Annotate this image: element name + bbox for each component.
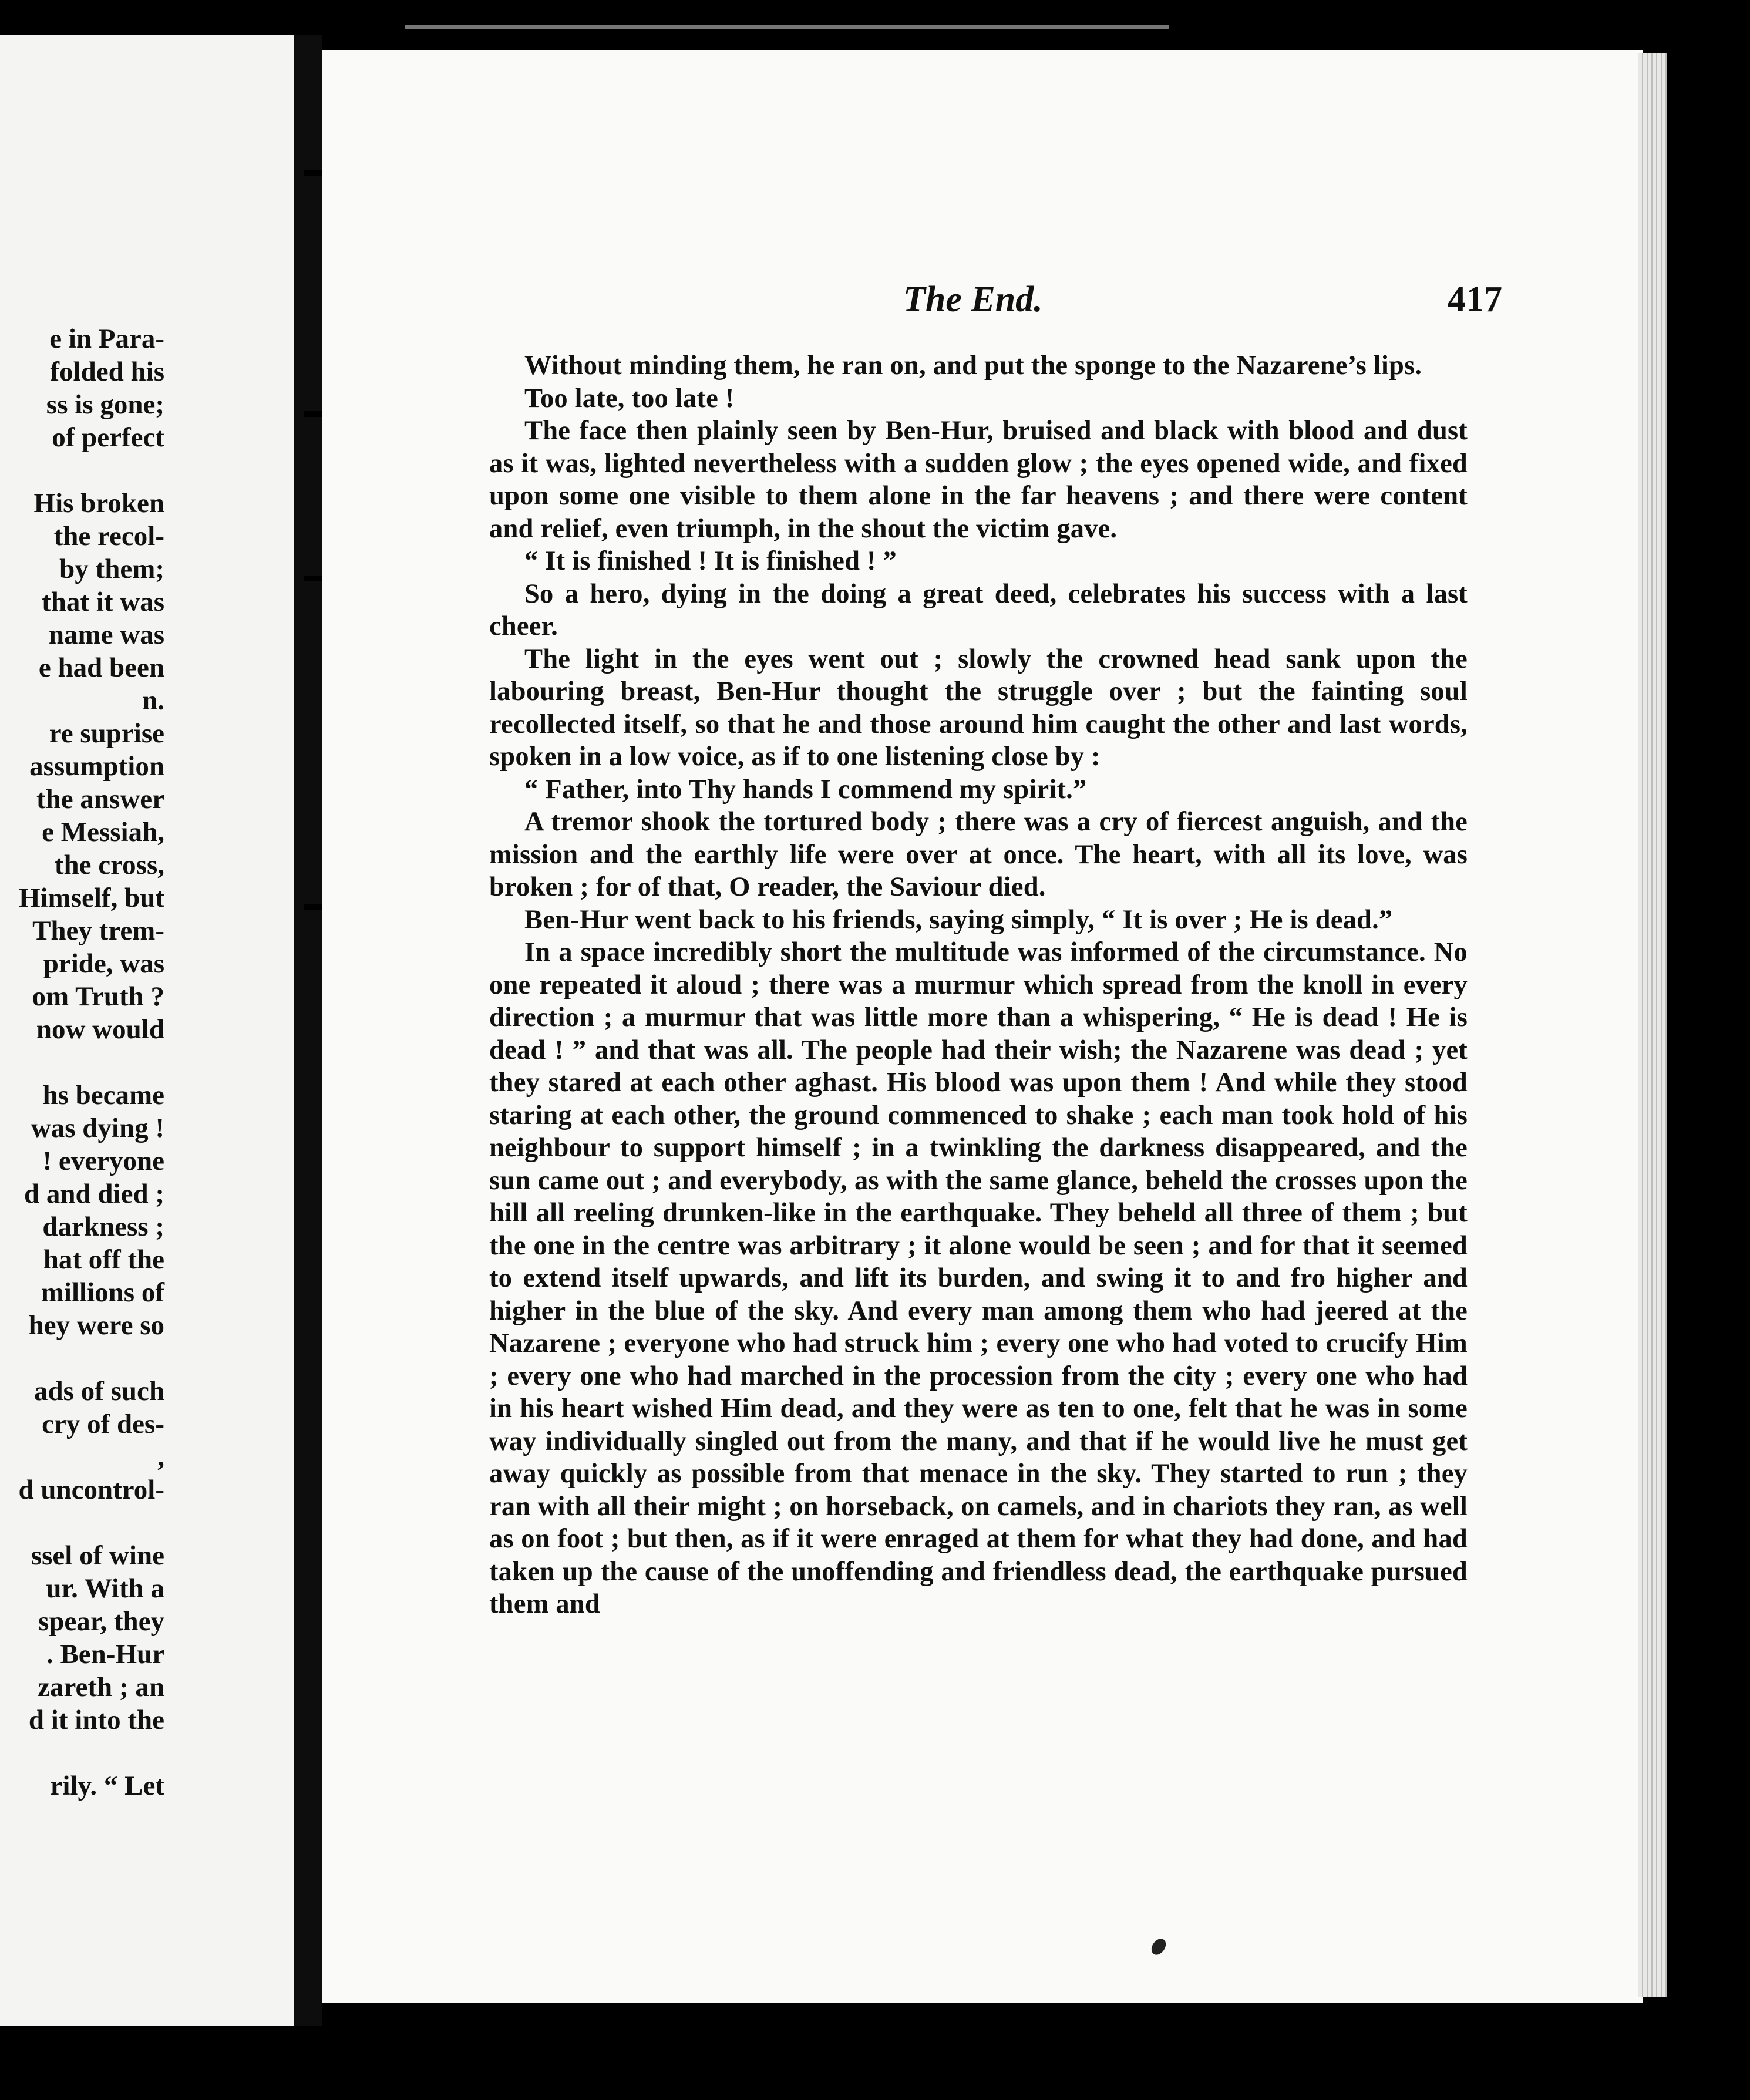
left-page-line: om Truth ? (32, 981, 164, 1012)
left-page-line: ss is gone; (46, 389, 164, 420)
paragraph: Too late, too late ! (524, 383, 735, 413)
left-page-line: They trem- (32, 916, 164, 946)
top-rule (405, 25, 1169, 29)
left-page-line: the recol- (53, 521, 164, 551)
left-page-line: now would (36, 1014, 164, 1045)
binding-mark (304, 411, 322, 417)
left-page-line: . Ben-Hur (46, 1639, 164, 1670)
left-page-line: ur. With a (46, 1573, 164, 1604)
paragraph: “ Father, into Thy hands I commend my spirit.” (524, 774, 1087, 805)
paragraph: A tremor shook the tortured body ; there was a cry of fiercest anguish, and the mission and the earthly life were over at once. The heart, with all its love, was broken ; for of that, O reader, the Saviour died. (489, 807, 1468, 902)
left-page-line: His broken (33, 488, 164, 519)
left-page-line: hey were so (28, 1310, 164, 1341)
left-page-line: Himself, but (18, 883, 164, 913)
book-gutter (294, 35, 322, 2026)
left-page-line: rily. “ Let (50, 1771, 164, 1801)
left-page-line: spear, they (38, 1606, 164, 1637)
paragraph: The face then plainly seen by Ben-Hur, bruised and black with blood and dust as it was, lighted nevertheless with a sudden glow ; the eyes opened wide, and fixed upon some one visible to them alone in the far heavens ; and there were content and relief, even triumph, in the shout the victim gave. (489, 416, 1468, 544)
binding-mark (304, 904, 322, 910)
left-page-line: d and died ; (23, 1179, 164, 1209)
left-page-line: d it into the (28, 1705, 164, 1735)
left-page-line: of perfect (52, 422, 164, 453)
binding-mark (304, 576, 322, 581)
body-text (489, 349, 1468, 1621)
left-page-line: zareth ; an (38, 1672, 164, 1702)
left-facing-page (0, 35, 294, 2026)
left-page-line: n. (142, 685, 164, 716)
page-edges (1638, 53, 1667, 1997)
left-page-line: ! everyone (42, 1146, 164, 1176)
binding-mark (304, 170, 322, 176)
left-page-line: ssel of wine (31, 1540, 164, 1571)
left-page-line: pride, was (43, 948, 164, 979)
left-page-line: that it was (42, 587, 164, 617)
paragraph: Without minding them, he ran on, and put the sponge to the Nazarene’s lips. (524, 351, 1422, 381)
left-page-line: millions of (41, 1277, 164, 1308)
left-page-line: was dying ! (31, 1113, 164, 1143)
paragraph: So a hero, dying in the doing a great deed, celebrates his success with a last cheer. (489, 578, 1468, 641)
left-page-line: cry of des- (42, 1409, 164, 1439)
paragraph: “ It is finished ! It is finished ! ” (524, 546, 897, 576)
left-page-line: the cross, (54, 850, 164, 880)
left-page-line: , (157, 1442, 164, 1472)
left-page-line: by them; (59, 554, 164, 584)
left-page-line: e in Para- (49, 324, 164, 354)
paragraph: In a space incredibly short the multitude was informed of the circumstance. No one repeated it aloud ; there was a murmur which spread from the knoll in every direction ; a murmur that was little more than a whispering, “ He is dead ! He is dead ! ” and that was all. The people had their wish; the Nazarene was dead ; yet they stared at each other aghast. His blood was upon them ! And while they stood staring at each other, the ground commenced to shake ; each man took hold of his neighbour to support himself ; in a twinkling the darkness disappeared, and the sun came out ; and everybody, as with the same glance, beheld the crosses upon the hill all reeling drunken-like in the earthquake. They beheld all three of them ; but the one in the centre was arbitrary ; it alone would be seen ; and for that it seemed to extend itself upwards, and lift its burden, and swing it to and fro higher and higher in the blue of the sky. And every man among them who had jeered at the Nazarene ; everyone who had struck him ; every one who had voted to crucify Him ; every one who had marched in the procession from the city ; every one who had in his heart wished Him dead, and they were as ten to one, felt that he was in some way individually singled out from the many, and that if he would live he must get away quickly as possible from that menace in the sky. They started to run ; they ran with all their might ; on horseback, on camels, and in chariots they ran, as well as on foot ; but then, as if it were enraged at them for what they had done, and had taken up the cause of the unoffending and friendless dead, the earthquake pursued them and (489, 937, 1468, 1619)
left-page-line: e had been (38, 652, 164, 683)
left-page-line: assumption (29, 751, 164, 782)
left-page-line: re suprise (49, 718, 164, 749)
right-page (322, 50, 1643, 2003)
paragraph: Ben-Hur went back to his friends, saying simply, “ It is over ; He is dead.” (524, 904, 1393, 935)
left-page-line: ads of such (33, 1376, 164, 1406)
left-page-line: hs became (42, 1080, 164, 1110)
page-number: 417 (1448, 280, 1502, 319)
running-title: The End. (903, 280, 1043, 319)
page-header (322, 279, 1643, 332)
left-page-line: hat off the (43, 1244, 164, 1275)
left-page-line: d uncontrol- (18, 1475, 164, 1505)
paragraph: The light in the eyes went out ; slowly the crowned head sank upon the labouring breast, Ben-Hur thought the struggle over ; but the fainting soul recollected itself, so that he and those around him caught the other and last words, spoken in a low voice, as if to one listening close by : (489, 644, 1468, 772)
left-page-line: e Messiah, (42, 817, 164, 847)
left-page-line: folded his (50, 356, 164, 387)
left-page-line: name was (48, 620, 164, 650)
left-page-line: the answer (36, 784, 164, 815)
left-page-line: darkness ; (42, 1211, 164, 1242)
